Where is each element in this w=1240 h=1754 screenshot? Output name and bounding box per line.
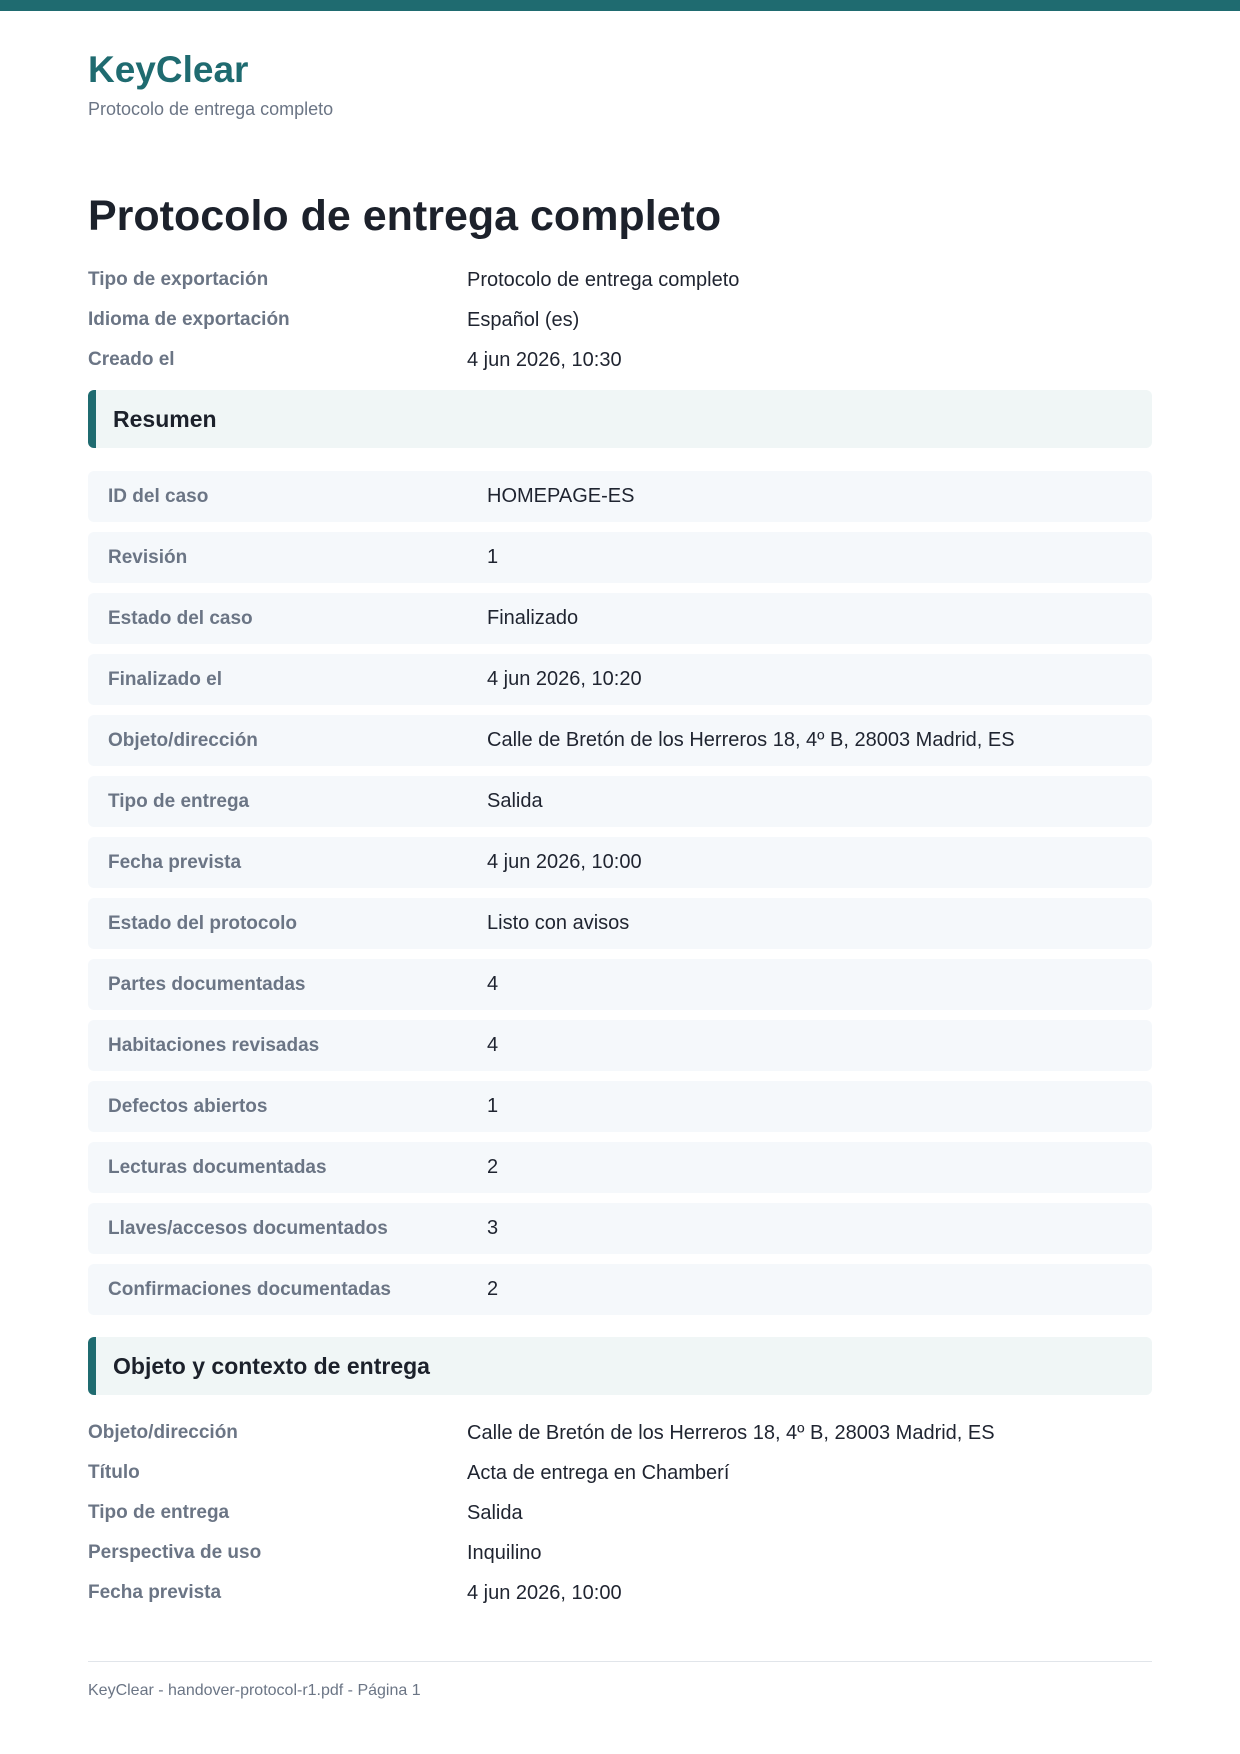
row-value: 2 (487, 1278, 499, 1300)
page-footer: KeyClear - handover-protocol-r1.pdf - Página 1 (88, 1682, 421, 1699)
context-label: Tipo de entrega (88, 1502, 230, 1523)
row-label: Revisión (108, 546, 188, 568)
meta-value: 4 jun 2026, 10:30 (467, 348, 622, 371)
row-value: 4 jun 2026, 10:20 (487, 668, 642, 690)
table-row (88, 776, 1152, 827)
page-title: Protocolo de entrega completo (88, 192, 722, 240)
context-label: Perspectiva de uso (88, 1542, 262, 1563)
section-title: Resumen (113, 405, 217, 432)
row-label: Estado del protocolo (108, 912, 297, 934)
export-meta (88, 260, 1152, 380)
context-row (88, 1533, 1152, 1573)
context-row (88, 1493, 1152, 1533)
meta-label: Tipo de exportación (88, 269, 269, 290)
row-value: 1 (487, 546, 499, 568)
footer-divider (88, 1661, 1152, 1662)
row-label: Tipo de entrega (108, 790, 250, 812)
row-label: Partes documentadas (108, 973, 306, 995)
context-value: Salida (467, 1501, 523, 1524)
meta-label: Idioma de exportación (88, 309, 290, 330)
row-label: Finalizado el (108, 668, 223, 690)
row-label: Llaves/accesos documentados (108, 1217, 388, 1239)
row-label: Confirmaciones documentadas (108, 1278, 391, 1300)
section-context-header (88, 1337, 1152, 1395)
row-label: Lecturas documentadas (108, 1156, 327, 1178)
row-label: Defectos abiertos (108, 1095, 268, 1117)
row-value: 4 jun 2026, 10:00 (487, 851, 642, 873)
context-label: Fecha prevista (88, 1582, 222, 1603)
document-header (88, 48, 333, 120)
meta-label: Creado el (88, 349, 175, 370)
row-value: HOMEPAGE-ES (487, 485, 635, 507)
context-label: Objeto/dirección (88, 1422, 238, 1443)
table-row (88, 532, 1152, 583)
table-row (88, 471, 1152, 522)
context-label: Título (88, 1462, 140, 1483)
row-value: Salida (487, 790, 543, 812)
table-row (88, 1081, 1152, 1132)
row-label: ID del caso (108, 485, 209, 507)
row-value: Calle de Bretón de los Herreros 18, 4º B, 28003 Madrid, ES (487, 729, 1015, 751)
row-label: Fecha prevista (108, 851, 242, 873)
context-value: Acta de entrega en Chamberí (467, 1461, 730, 1484)
context-value: Calle de Bretón de los Herreros 18, 4º B, 28003 Madrid, ES (467, 1421, 995, 1444)
meta-row-created-at (88, 340, 1152, 380)
section-title: Objeto y contexto de entrega (113, 1352, 430, 1379)
table-row (88, 654, 1152, 705)
meta-row-export-language (88, 300, 1152, 340)
context-details (88, 1413, 1152, 1613)
meta-value: Español (es) (467, 308, 580, 331)
context-row (88, 1453, 1152, 1493)
table-row (88, 837, 1152, 888)
context-row (88, 1573, 1152, 1613)
brand-name: KeyClear (88, 49, 249, 90)
row-label: Habitaciones revisadas (108, 1034, 320, 1056)
table-row (88, 593, 1152, 644)
context-row (88, 1413, 1152, 1453)
row-value: 4 (487, 1034, 499, 1056)
table-row (88, 1203, 1152, 1254)
table-row (88, 1142, 1152, 1193)
row-label: Estado del caso (108, 607, 253, 629)
row-label: Objeto/dirección (108, 729, 258, 751)
row-value: 4 (487, 973, 499, 995)
context-value: Inquilino (467, 1541, 542, 1564)
section-summary-header (88, 390, 1152, 448)
summary-table (88, 471, 1152, 1325)
meta-row-export-type (88, 260, 1152, 300)
meta-value: Protocolo de entrega completo (467, 268, 740, 291)
table-row (88, 898, 1152, 949)
row-value: 3 (487, 1217, 499, 1239)
table-row (88, 1020, 1152, 1071)
row-value: 2 (487, 1156, 499, 1178)
row-value: Listo con avisos (487, 912, 630, 934)
context-value: 4 jun 2026, 10:00 (467, 1581, 622, 1604)
table-row (88, 959, 1152, 1010)
top-accent-bar (0, 0, 1240, 11)
table-row (88, 1264, 1152, 1315)
table-row (88, 715, 1152, 766)
row-value: 1 (487, 1095, 499, 1117)
brand-subtitle: Protocolo de entrega completo (88, 99, 334, 119)
row-value: Finalizado (487, 607, 579, 629)
